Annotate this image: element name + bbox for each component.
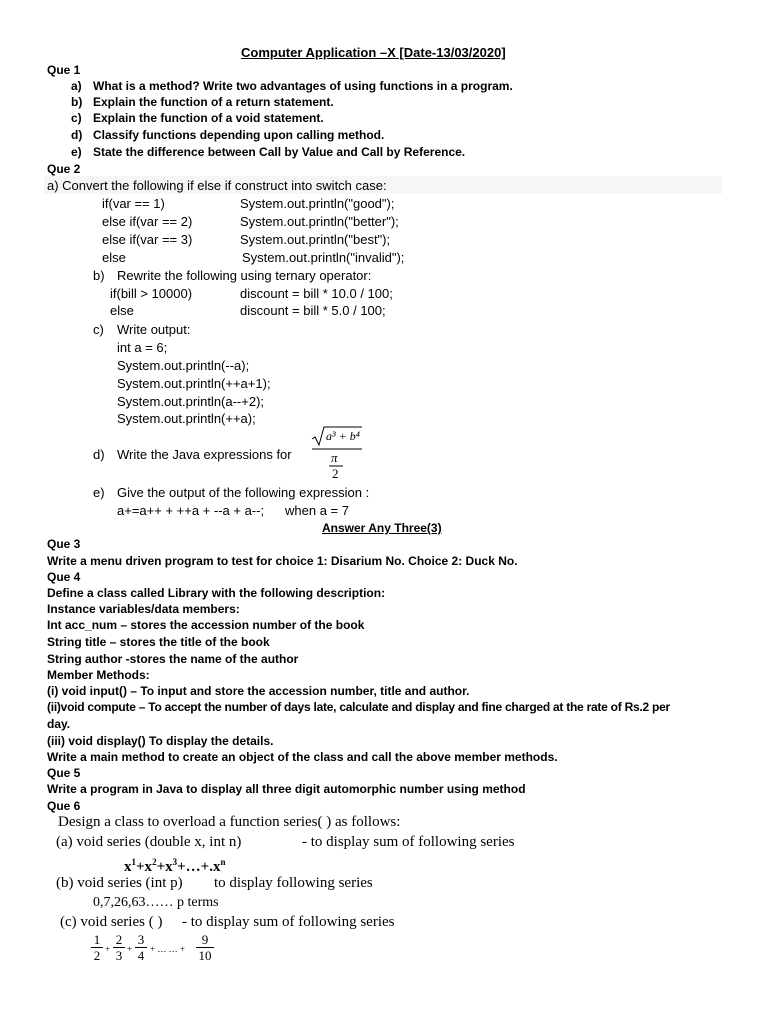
q6a-text: (a) void series (double x, int n) xyxy=(56,834,242,850)
q2a-cond-4: else xyxy=(102,250,126,265)
page-title: Computer Application –X [Date-13/03/2020] xyxy=(241,45,506,60)
q4-line-3: Int acc_num – stores the accession number of the book xyxy=(47,618,365,632)
denominator-two: 2 xyxy=(332,466,339,481)
q2c-line-4: System.out.println(a--+2); xyxy=(117,394,265,409)
answer-any-heading: Answer Any Three(3) xyxy=(322,521,442,535)
pi-symbol: π xyxy=(331,450,338,465)
q1-marker-c: c) xyxy=(71,111,82,125)
q1-marker-b: b) xyxy=(71,95,83,109)
q3-text: Write a menu driven program to test for choice 1: Disarium No. Choice 2: Duck No. xyxy=(47,554,518,568)
q6b-desc: to display following series xyxy=(214,875,373,891)
q1-item-a: What is a method? Write two advantages of using functions in a program. xyxy=(93,79,513,93)
q6b-text: (b) void series (int p) xyxy=(56,875,183,891)
question-5-label: Que 5 xyxy=(47,766,81,780)
question-1-label: Que 1 xyxy=(47,63,81,77)
question-2-label: Que 2 xyxy=(47,162,81,176)
plus-sign-2: + xyxy=(127,944,133,954)
q6a-series: $x^1+x^2+x^3+\dots+.x^n$ xyxy=(124,857,226,875)
q2b-cond-1: if(bill > 10000) xyxy=(110,286,193,301)
plus-sign-1: + xyxy=(105,944,111,954)
q6c-text: (c) void series ( ) xyxy=(60,914,163,930)
q2c-line-1: int a = 6; xyxy=(117,340,168,355)
q5-text: Write a program in Java to display all three digit automorphic number using method xyxy=(47,782,526,796)
q6b-series: 0,7,26,63…… p terms xyxy=(93,895,219,910)
q2b-cond-2: else xyxy=(110,303,134,318)
q1-marker-d: d) xyxy=(71,128,83,142)
q2a-stmt-4: System.out.println("invalid"); xyxy=(242,250,405,265)
q4-line-6: Member Methods: xyxy=(47,668,150,682)
q4-line-9: day. xyxy=(47,717,71,731)
q1-item-b: Explain the function of a return statement. xyxy=(93,95,334,109)
q6a-desc: - to display sum of following series xyxy=(302,834,515,850)
fraction-1: 1 2 xyxy=(91,933,103,962)
q2e-expression: a+=a++ + ++a + --a + a--; xyxy=(117,503,265,518)
q2c-title: Write output: xyxy=(117,322,191,337)
q2e-title: Give the output of the following expression : xyxy=(117,485,370,500)
q2c-line-5: System.out.println(++a); xyxy=(117,411,256,426)
q4-line-4: String title – stores the title of the book xyxy=(47,635,270,649)
q2a-title: a) Convert the following if else if construct into switch case: xyxy=(47,178,387,193)
q1-marker-a: a) xyxy=(71,79,82,93)
q6-intro: Design a class to overload a function series( ) as follows: xyxy=(58,814,401,830)
q1-item-c: Explain the function of a void statement. xyxy=(93,111,324,125)
q2b-marker: b) xyxy=(93,268,105,283)
math-formula xyxy=(310,425,364,483)
q2e-marker: e) xyxy=(93,485,105,500)
q2a-cond-2: else if(var == 2) xyxy=(102,214,193,229)
q2c-line-2: System.out.println(--a); xyxy=(117,358,250,373)
q2d-marker: d) xyxy=(93,447,105,462)
q4-line-11: Write a main method to create an object of the class and call the above member methods. xyxy=(47,750,558,764)
q2a-stmt-3: System.out.println("best"); xyxy=(240,232,391,247)
fraction-3: 3 4 xyxy=(135,933,147,962)
radicand: a³ + b⁴ xyxy=(326,429,360,443)
q2a-stmt-1: System.out.println("good"); xyxy=(240,196,395,211)
q2b-stmt-1: discount = bill * 10.0 / 100; xyxy=(240,286,393,301)
question-6-label: Que 6 xyxy=(47,799,81,813)
q1-marker-e: e) xyxy=(71,145,82,159)
q2c-line-3: System.out.println(++a+1); xyxy=(117,376,271,391)
series-ellipsis: + … … + xyxy=(150,944,185,954)
q4-line-1: Define a class called Library with the following description: xyxy=(47,586,386,600)
question-4-label: Que 4 xyxy=(47,570,81,584)
q2c-marker: c) xyxy=(93,322,104,337)
q2a-cond-1: if(var == 1) xyxy=(102,196,165,211)
q4-line-8: (ii)void compute – To accept the number of days late, calculate and display and fine charged at the rate of Rs.2 per xyxy=(47,700,670,714)
q2b-title: Rewrite the following using ternary operator: xyxy=(117,268,372,283)
q2b-stmt-2: discount = bill * 5.0 / 100; xyxy=(240,303,386,318)
q4-line-7: (i) void input() – To input and store the accession number, title and author. xyxy=(47,684,470,698)
q2d-title: Write the Java expressions for xyxy=(117,447,292,462)
q2e-condition: when a = 7 xyxy=(285,503,349,518)
question-3-label: Que 3 xyxy=(47,537,81,551)
q1-item-e: State the difference between Call by Value and Call by Reference. xyxy=(93,145,466,159)
fraction-2: 2 3 xyxy=(113,933,125,962)
q4-line-5: String author -stores the name of the author xyxy=(47,652,299,666)
q4-line-10: (iii) void display() To display the details. xyxy=(47,734,274,748)
q4-line-2: Instance variables/data members: xyxy=(47,602,240,616)
q2a-stmt-2: System.out.println("better"); xyxy=(240,214,399,229)
q1-item-d: Classify functions depending upon calling method. xyxy=(93,128,385,142)
q6c-desc: - to display sum of following series xyxy=(182,914,395,930)
q2a-cond-3: else if(var == 3) xyxy=(102,232,193,247)
fraction-4: 9 10 xyxy=(196,933,214,962)
